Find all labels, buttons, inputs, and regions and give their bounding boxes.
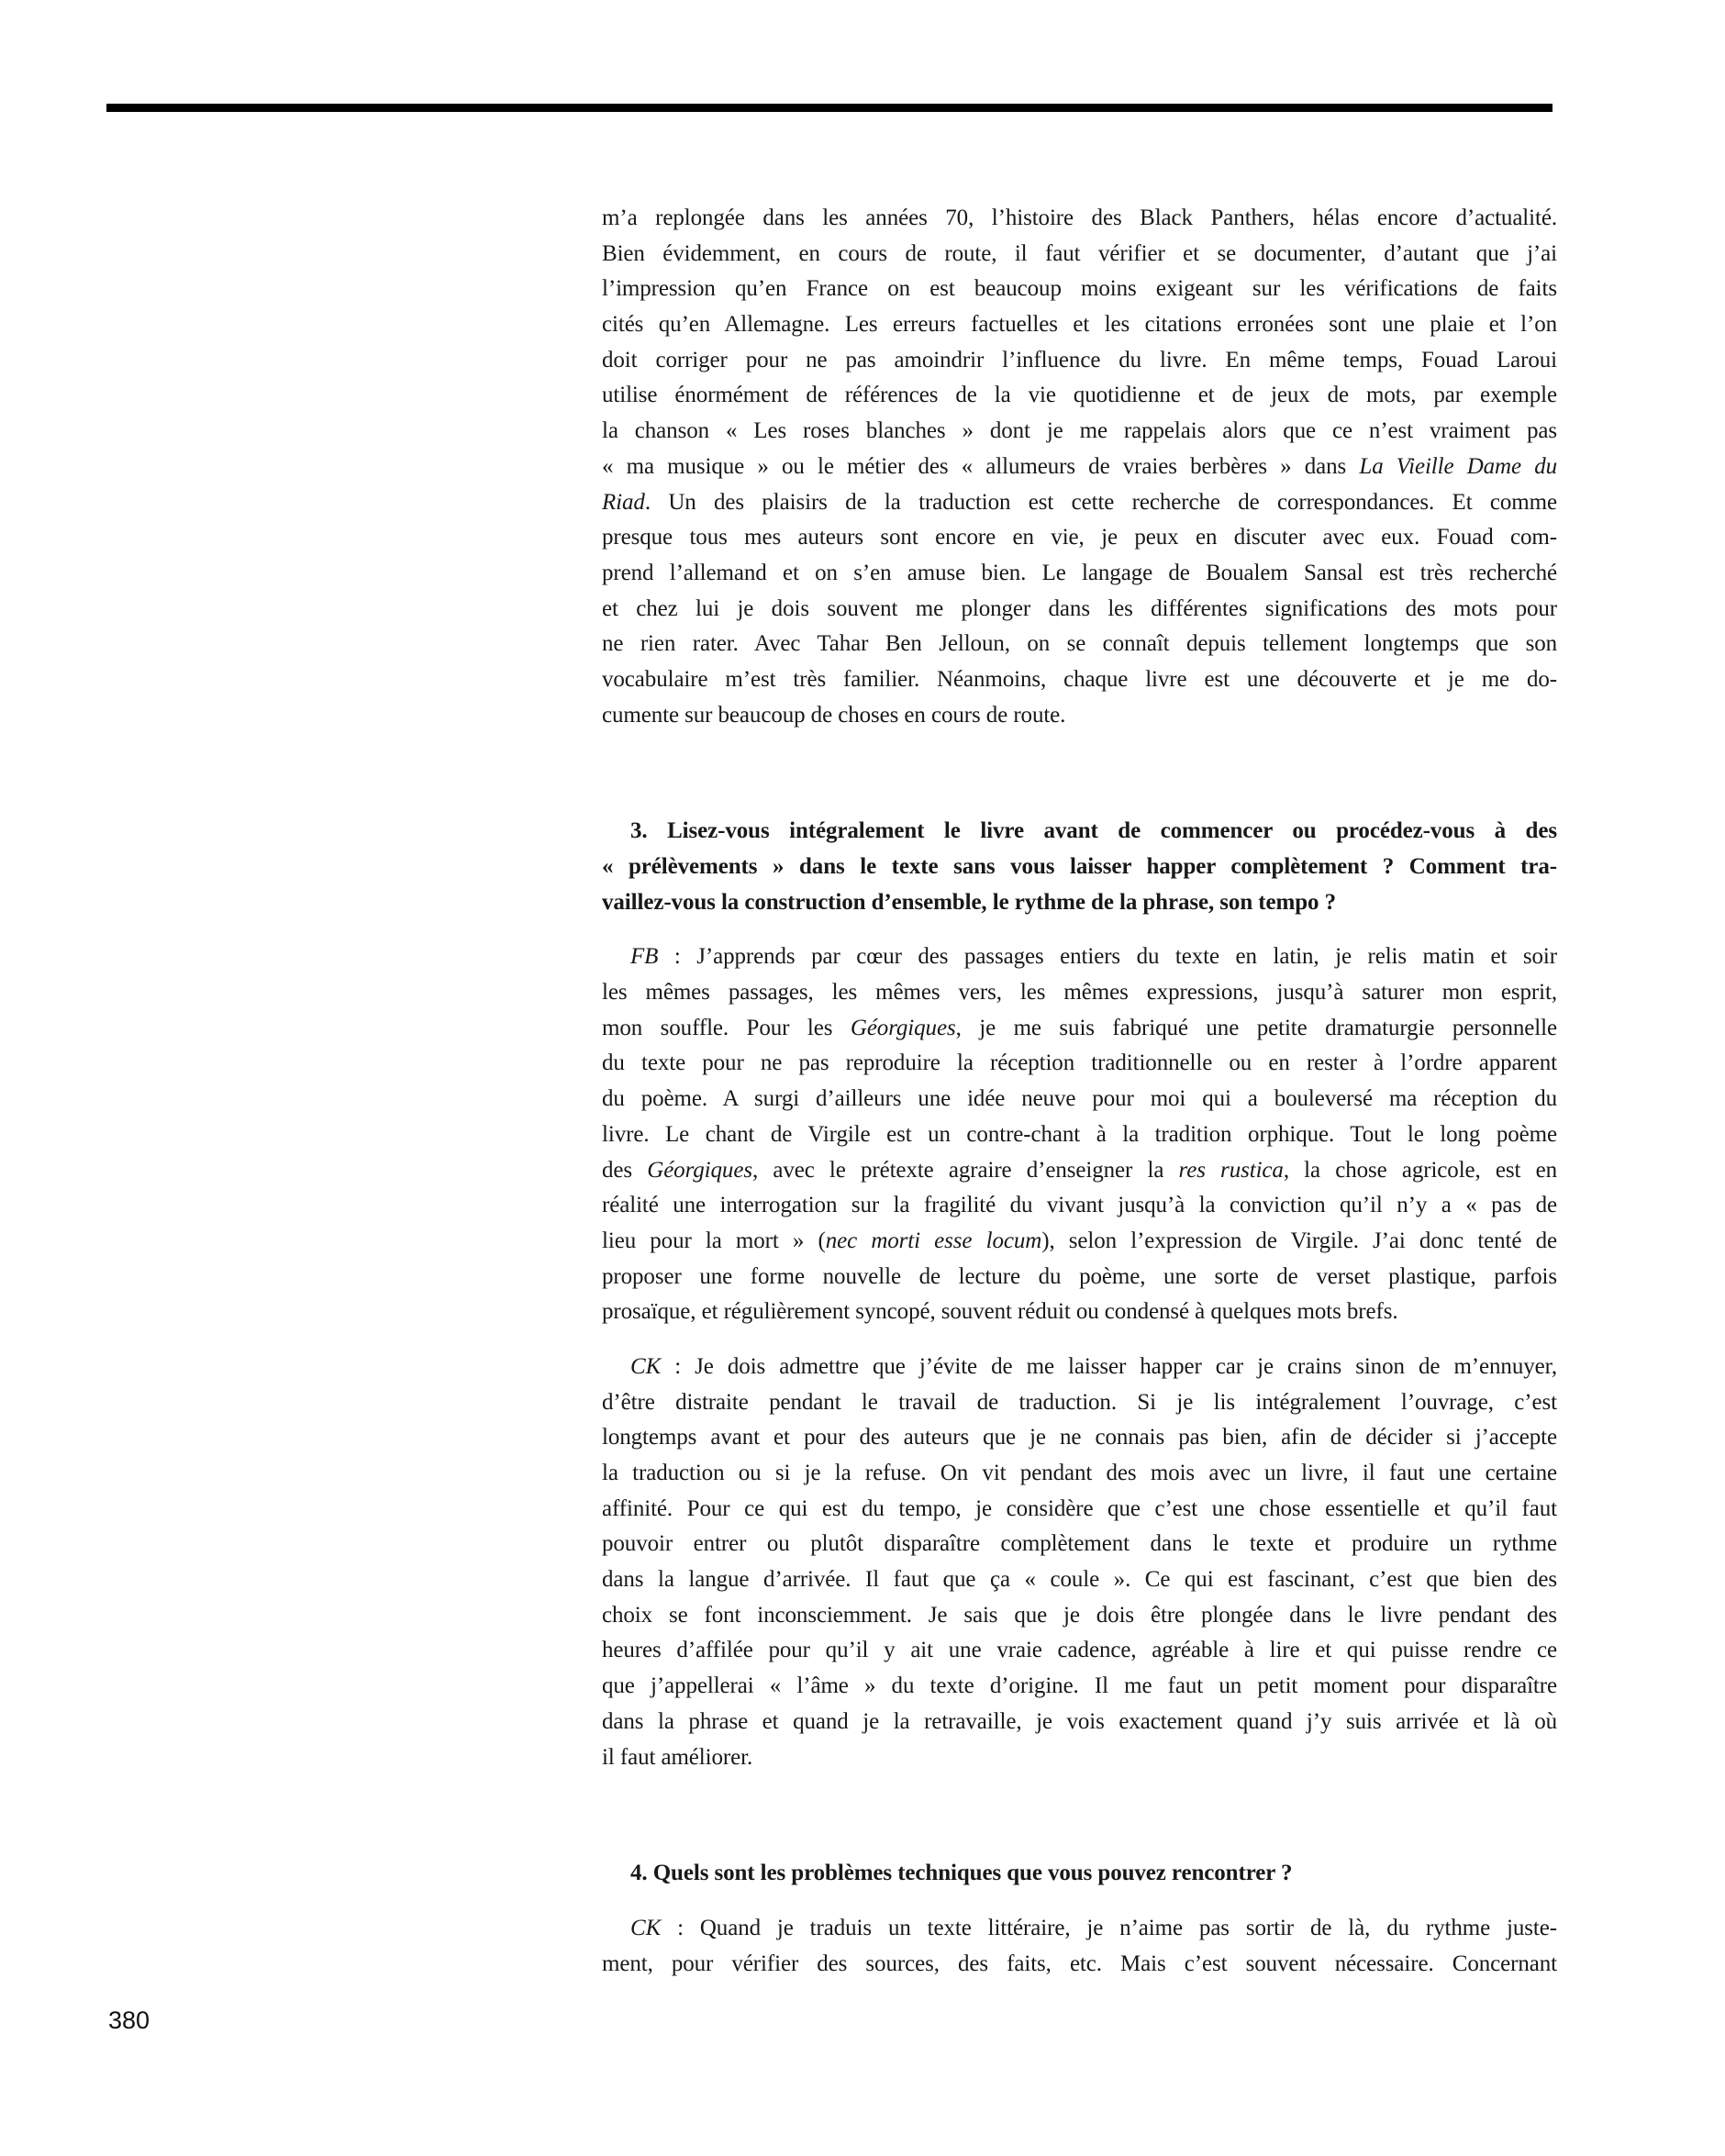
text-segment: , la chose agricole, est en	[1283, 1157, 1557, 1183]
text-segment: cumente sur beaucoup de choses en cours de route.	[602, 702, 1066, 728]
text-line	[602, 1456, 1557, 1492]
text-segment: ), selon l’expression de Virgile. J’ai donc tenté de	[1041, 1228, 1557, 1253]
text-line	[602, 662, 1557, 698]
text-segment: , je me suis fabriqué une petite dramaturgie personnelle	[955, 1015, 1557, 1040]
text-line	[602, 556, 1557, 592]
text-segment: ment, pour vérifier des sources, des faits, etc. Mais c’est souvent nécessaire. Concernant	[602, 1950, 1557, 1976]
question-heading	[602, 814, 1557, 920]
text-line	[602, 237, 1557, 272]
text-segment: longtemps avant et pour des auteurs que je ne connais pas bien, afin de décider si j’accepte	[602, 1425, 1557, 1450]
text-segment: : J’apprends par cœur des passages entiers du texte en latin, je relis matin et soir	[658, 944, 1557, 970]
text-line	[602, 1856, 1557, 1892]
text-segment: doit corriger pour ne pas amoindrir l’influence du livre. En même temps, Fouad Laroui	[602, 347, 1557, 372]
text-segment: cités qu’en Allemagne. Les erreurs factuelles et les citations erronées sont une plaie et l’on	[602, 312, 1557, 338]
text-segment: : Quand je traduis un texte littéraire, je n’aime pas sortir de là, du rythme juste-	[661, 1915, 1557, 1940]
text-line	[602, 414, 1557, 450]
text-segment: choix se font inconsciemment. Je sais que je dois être plongée dans le livre pendant des	[602, 1602, 1557, 1628]
header-rule	[106, 104, 1552, 112]
text-line	[602, 1385, 1557, 1421]
text-segment: prend l’allemand et on s’en amuse bien. Le langage de Boualem Sansal est très recherché	[602, 560, 1557, 585]
italic-text: Riad	[602, 489, 645, 515]
text-segment: m’a replongée dans les années 70, l’histoire des Black Panthers, hélas encore d’actualité.	[602, 206, 1557, 230]
text-segment: : Je dois admettre que j’évite de me laisser happer car je crains sinon de m’ennuyer,	[661, 1353, 1557, 1379]
text-segment: dans la phrase et quand je la retravaille, je vois exactement quand j’y suis arrivée et là où	[602, 1708, 1557, 1734]
text-segment: vocabulaire m’est très familier. Néanmoins, chaque livre est une découverte et je me do-	[602, 666, 1557, 692]
italic-text: La Vieille Dame du	[1359, 453, 1557, 479]
text-segment: . Un des plaisirs de la traduction est cette recherche de correspondances. Et comme	[644, 489, 1557, 515]
text-segment: affinité. Pour ce qui est du tempo, je considère que c’est une chose essentielle et qu’il faut	[602, 1495, 1557, 1521]
text-line	[602, 1188, 1557, 1224]
text-line	[602, 1911, 1557, 1947]
text-line	[602, 485, 1557, 521]
answer-paragraph	[602, 1911, 1557, 1982]
text-segment: réalité une interrogation sur la fragilité du vivant jusqu’à la conviction qu’il n’y a « pas de	[602, 1193, 1557, 1218]
italic-text: CK	[630, 1353, 662, 1379]
text-segment: l’impression qu’en France on est beaucoup moins exigeant sur les vérifications de faits	[602, 276, 1557, 302]
text-line	[602, 627, 1557, 662]
text-segment: ne rien rater. Avec Tahar Ben Jelloun, on se connaît depuis tellement longtemps que son	[602, 631, 1557, 657]
text-line	[602, 1082, 1557, 1117]
text-segment: il faut améliorer.	[602, 1744, 753, 1770]
text-line	[602, 1527, 1557, 1562]
text-line	[602, 1117, 1557, 1153]
text-line	[602, 1350, 1557, 1385]
text-segment: et chez lui je dois souvent me plonger dans les différentes significations des mots pour	[602, 595, 1557, 621]
text-segment: d’être distraite pendant le travail de traduction. Si je lis intégralement l’ouvrage, c’est	[602, 1389, 1557, 1415]
text-line	[602, 1947, 1557, 1983]
text-segment: utilise énormément de références de la vie quotidienne et de jeux de mots, par exemple	[602, 383, 1557, 408]
text-line	[602, 1420, 1557, 1456]
text-line	[602, 939, 1557, 975]
text-segment: , avec le prétexte agraire d’enseigner la	[751, 1157, 1179, 1183]
text-column	[602, 201, 1557, 1982]
italic-text: res rustica	[1178, 1157, 1284, 1183]
text-segment: « ma musique » ou le métier des « allumeurs de vraies berbères » dans	[602, 453, 1360, 479]
text-line	[602, 307, 1557, 343]
text-segment: « prélèvements » dans le texte sans vous laisser happer complètement ? Comment tra-	[602, 854, 1557, 879]
text-segment: 3. Lisez-vous intégralement le livre avant de commencer ou procédez-vous à des	[630, 818, 1557, 844]
text-segment: la chanson « Les roses blanches » dont je me rappelais alors que ce n’est vraiment pas	[602, 418, 1557, 444]
text-line	[602, 1046, 1557, 1082]
text-segment: dans la langue d’arrivée. Il faut que ça « coule ». Ce qui est fascinant, c’est que bien des	[602, 1567, 1557, 1593]
text-line	[602, 850, 1557, 885]
text-segment: que j’appellerai « l’âme » du texte d’origine. Il me faut un petit moment pour disparaître	[602, 1673, 1557, 1699]
text-line	[602, 201, 1557, 237]
paragraph	[602, 201, 1557, 733]
text-line	[602, 450, 1557, 485]
text-line	[602, 1260, 1557, 1295]
text-line	[602, 592, 1557, 628]
text-segment: les mêmes passages, les mêmes vers, les mêmes expressions, jusqu’à saturer mon esprit,	[602, 980, 1557, 1006]
text-line	[602, 1669, 1557, 1705]
text-segment: lieu pour la mort » (	[602, 1228, 826, 1253]
text-segment: 4. Quels sont les problèmes techniques que vous pouvez rencontrer ?	[630, 1861, 1293, 1886]
question-heading	[602, 1856, 1557, 1892]
text-line	[602, 975, 1557, 1011]
italic-text: nec morti esse locum	[825, 1228, 1042, 1253]
text-segment: la traduction ou si je la refuse. On vit pendant des mois avec un livre, il faut une certaine	[602, 1461, 1557, 1485]
text-line	[602, 1598, 1557, 1634]
answer-paragraph	[602, 1350, 1557, 1775]
text-line	[602, 378, 1557, 414]
text-line	[602, 1153, 1557, 1189]
italic-text: Géorgiques	[647, 1157, 752, 1183]
text-line	[602, 1633, 1557, 1669]
text-segment: proposer une forme nouvelle de lecture du poème, une sorte de verset plastique, parfois	[602, 1263, 1557, 1289]
text-segment: des	[602, 1157, 648, 1183]
text-line	[602, 520, 1557, 556]
text-segment: vaillez-vous la construction d’ensemble, le rythme de la phrase, son tempo ?	[602, 889, 1336, 915]
text-line	[602, 1011, 1557, 1047]
text-segment: pouvoir entrer ou plutôt disparaître complètement dans le texte et produire un rythme	[602, 1531, 1557, 1557]
text-line	[602, 885, 1557, 921]
text-segment: du poème. A surgi d’ailleurs une idée neuve pour moi qui a bouleversé ma réception du	[602, 1086, 1557, 1112]
text-line	[602, 1492, 1557, 1528]
text-segment: du texte pour ne pas reproduire la réception traditionnelle ou en rester à l’ordre apparent	[602, 1050, 1557, 1076]
text-line	[602, 814, 1557, 850]
page-number: 380	[108, 2006, 150, 2034]
text-segment: presque tous mes auteurs sont encore en vie, je peux en discuter avec eux. Fouad com-	[602, 525, 1557, 550]
italic-text: CK	[630, 1915, 662, 1940]
text-line	[602, 1705, 1557, 1740]
answer-paragraph	[602, 939, 1557, 1330]
italic-text: FB	[630, 944, 659, 970]
text-segment: Bien évidemment, en cours de route, il faut vérifier et se documenter, d’autant que j’ai	[602, 240, 1557, 266]
text-line	[602, 1224, 1557, 1260]
text-line	[602, 698, 1557, 734]
text-segment: heures d’affilée pour qu’il y ait une vraie cadence, agréable à lire et qui puisse rendre ce	[602, 1638, 1557, 1663]
text-line	[602, 1740, 1557, 1776]
text-segment: livre. Le chant de Virgile est un contre-chant à la tradition orphique. Tout le long poème	[602, 1121, 1557, 1147]
text-segment: prosaïque, et régulièrement syncopé, souvent réduit ou condensé à quelques mots brefs.	[602, 1299, 1398, 1325]
text-line	[602, 272, 1557, 307]
text-line	[602, 1295, 1557, 1330]
text-line	[602, 1562, 1557, 1598]
text-line	[602, 343, 1557, 379]
italic-text: Géorgiques	[850, 1015, 956, 1040]
text-segment: mon souffle. Pour les	[602, 1015, 851, 1040]
